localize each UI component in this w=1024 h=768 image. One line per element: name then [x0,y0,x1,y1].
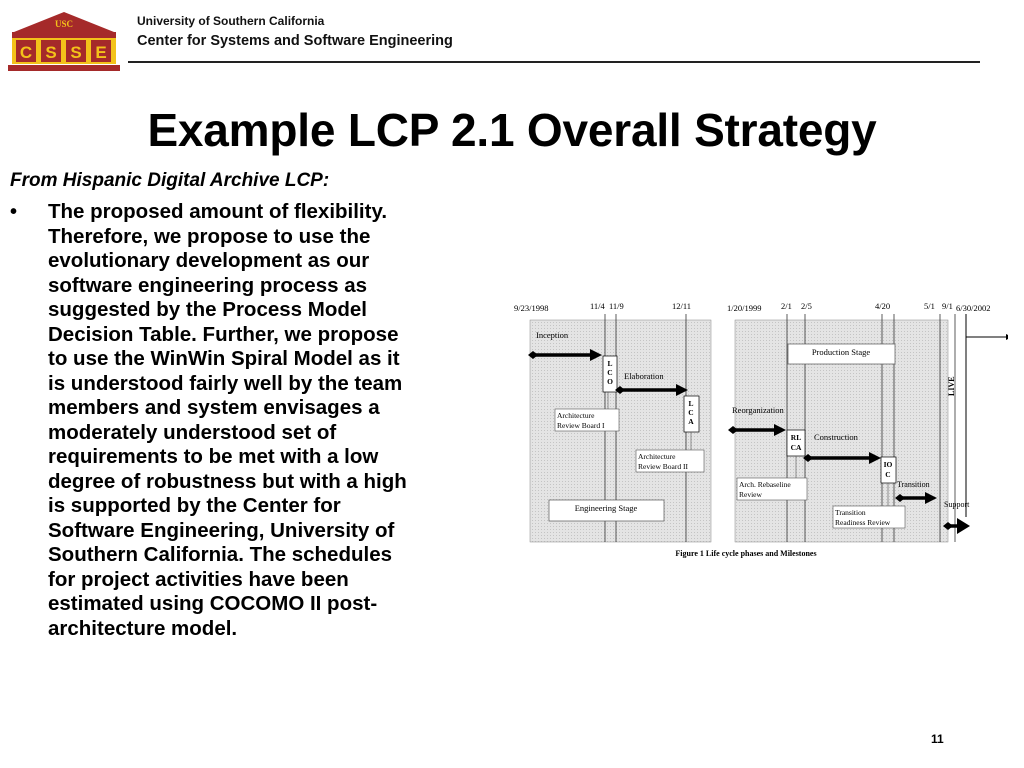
svg-text:C: C [885,470,891,479]
engineering-stage-label: Engineering Stage [574,503,638,513]
bullet-line: is supported by the Center for [48,494,341,517]
svg-text:L: L [688,399,694,408]
transition-label: Transition [897,480,930,489]
svg-text:Arch. Rebaseline: Arch. Rebaseline [739,480,791,489]
bullet-line: Therefore, we propose to use the [48,224,371,248]
svg-text:Architecture: Architecture [557,411,595,420]
svg-text:C: C [607,368,613,377]
svg-text:Transition: Transition [835,508,866,517]
svg-text:RL: RL [790,433,802,442]
logo-letter-c: C [19,43,33,62]
bullet-line: members and system envisages a [48,396,380,419]
date-label: 6/30/2002 [956,303,991,313]
bullet-line: to use the WinWin Spiral Model as it [48,347,400,370]
date-label: 5/1 [924,301,935,311]
date-label: 12/11 [672,301,692,311]
bullet-line: degree of robustness but with a high [48,469,407,493]
lifecycle-figure [508,292,1008,567]
svg-text:Readiness Review: Readiness Review [835,518,891,527]
date-label: 11/9 [609,301,624,311]
svg-text:Review Board I: Review Board I [557,421,605,430]
bullet-line: estimated using COCOMO II post- [48,592,378,615]
live-label: LIVE [947,376,956,396]
reorganization-label: Reorganization [732,405,784,415]
slide-subtitle: From Hispanic Digital Archive LCP: [10,170,330,191]
bullet-line: for project activities have been [48,567,349,591]
bullet-line: Software Engineering, University of [48,518,395,542]
date-label: 4/20 [875,301,891,311]
date-label: 11/4 [590,301,605,311]
header-divider [128,61,980,63]
bullet-line: software engineering process as [48,273,368,297]
svg-text:C: C [688,408,694,417]
bullet-line: moderately understood set of [48,420,337,444]
bullet-line: The proposed amount of flexibility. [48,200,388,223]
date-label: 9/23/1998 [514,303,549,313]
svg-text:O: O [607,377,613,386]
svg-text:CA: CA [790,443,802,452]
bullet-line: suggested by the Process Model [48,298,367,321]
logo-usc-text: USC [54,19,74,29]
bullet-line: Southern California. The schedules [48,543,393,566]
support-label: Support [944,500,970,509]
logo-letter-e: E [95,43,107,62]
production-stage-label: Production Stage [811,347,871,357]
center-name: Center for Systems and Software Engineering [137,33,453,49]
svg-text:IO: IO [883,460,893,469]
bullet-text [48,200,500,641]
bullet-line: architecture model. [48,616,238,640]
page-number: 11 [931,732,944,746]
slide-title: Example LCP 2.1 Overall Strategy [147,104,877,156]
date-label: 9/1 [942,301,953,311]
svg-text:L: L [607,359,613,368]
usc-csse-logo [8,10,120,72]
bullet-line: Decision Table. Further, we propose [48,322,399,346]
bullet-line: evolutionary development as our [48,249,370,272]
svg-text:Review: Review [739,490,762,499]
logo-letter-s2: S [70,43,82,62]
date-label: 1/20/1999 [727,303,762,313]
logo-band [12,32,116,38]
university-name: University of Southern California [137,14,325,28]
bullet-symbol: • [10,201,18,223]
logo-base [8,65,120,71]
date-label: 2/5 [801,301,812,311]
bullet-line: requirements to be met with a low [48,445,379,468]
svg-text:Architecture: Architecture [638,452,676,461]
figure-caption: Figure 1 Life cycle phases and Milestones [675,549,817,558]
logo-letter-s1: S [45,43,57,62]
construction-label: Construction [814,432,858,442]
inception-label: Inception [536,330,569,340]
bullet-line: is understood fairly well by the team [48,371,403,395]
elaboration-label: Elaboration [624,371,664,381]
svg-text:A: A [688,417,694,426]
date-label: 2/1 [781,301,792,311]
svg-text:Review Board II: Review Board II [638,462,688,471]
